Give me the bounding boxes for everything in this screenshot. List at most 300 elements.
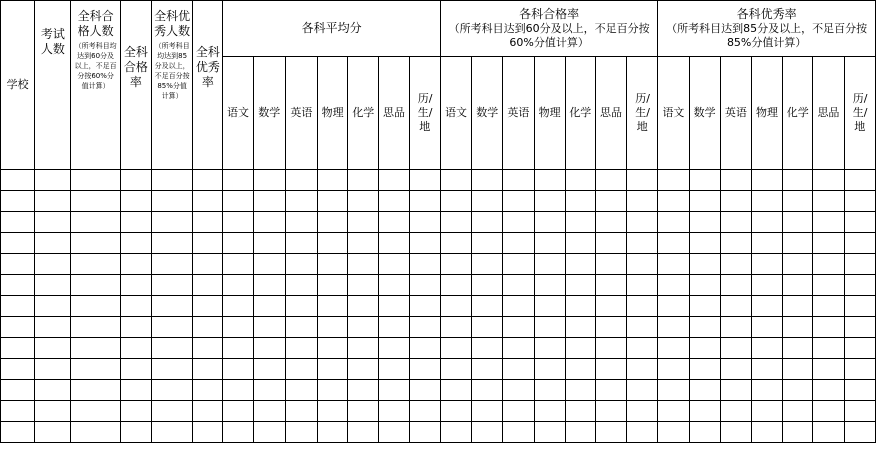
table-cell[interactable] bbox=[71, 212, 120, 233]
table-cell[interactable] bbox=[193, 359, 223, 380]
table-cell[interactable] bbox=[348, 317, 379, 338]
table-cell[interactable] bbox=[1, 191, 35, 212]
table-cell[interactable] bbox=[783, 254, 813, 275]
table-cell[interactable] bbox=[565, 191, 595, 212]
table-cell[interactable] bbox=[120, 401, 151, 422]
table-cell[interactable] bbox=[35, 380, 71, 401]
table-cell[interactable] bbox=[1, 338, 35, 359]
table-cell[interactable] bbox=[35, 401, 71, 422]
table-cell[interactable] bbox=[813, 359, 844, 380]
table-cell[interactable] bbox=[503, 254, 534, 275]
table-cell[interactable] bbox=[751, 317, 782, 338]
table-cell[interactable] bbox=[627, 233, 658, 254]
table-cell[interactable] bbox=[120, 170, 151, 191]
table-cell[interactable] bbox=[751, 401, 782, 422]
table-cell[interactable] bbox=[1, 359, 35, 380]
table-cell[interactable] bbox=[193, 170, 223, 191]
table-cell[interactable] bbox=[120, 422, 151, 443]
table-cell[interactable] bbox=[285, 401, 317, 422]
table-cell[interactable] bbox=[565, 380, 595, 401]
table-cell[interactable] bbox=[379, 212, 409, 233]
table-cell[interactable] bbox=[595, 338, 626, 359]
table-cell[interactable] bbox=[534, 317, 565, 338]
table-cell[interactable] bbox=[223, 275, 253, 296]
table-cell[interactable] bbox=[627, 338, 658, 359]
table-cell[interactable] bbox=[751, 296, 782, 317]
table-cell[interactable] bbox=[35, 359, 71, 380]
table-cell[interactable] bbox=[223, 212, 253, 233]
table-cell[interactable] bbox=[285, 191, 317, 212]
table-cell[interactable] bbox=[409, 275, 440, 296]
table-cell[interactable] bbox=[751, 254, 782, 275]
table-cell[interactable] bbox=[689, 359, 720, 380]
table-cell[interactable] bbox=[658, 317, 689, 338]
table-cell[interactable] bbox=[193, 233, 223, 254]
table-cell[interactable] bbox=[151, 275, 192, 296]
table-cell[interactable] bbox=[627, 422, 658, 443]
table-cell[interactable] bbox=[409, 380, 440, 401]
table-cell[interactable] bbox=[285, 359, 317, 380]
table-cell[interactable] bbox=[440, 275, 471, 296]
table-cell[interactable] bbox=[813, 275, 844, 296]
table-cell[interactable] bbox=[689, 275, 720, 296]
table-cell[interactable] bbox=[627, 359, 658, 380]
table-cell[interactable] bbox=[1, 212, 35, 233]
table-cell[interactable] bbox=[565, 233, 595, 254]
table-cell[interactable] bbox=[348, 254, 379, 275]
table-cell[interactable] bbox=[379, 422, 409, 443]
table-cell[interactable] bbox=[844, 380, 875, 401]
table-cell[interactable] bbox=[71, 380, 120, 401]
table-cell[interactable] bbox=[689, 233, 720, 254]
table-cell[interactable] bbox=[35, 254, 71, 275]
table-cell[interactable] bbox=[285, 338, 317, 359]
table-cell[interactable] bbox=[595, 170, 626, 191]
table-cell[interactable] bbox=[1, 422, 35, 443]
table-cell[interactable] bbox=[658, 338, 689, 359]
table-cell[interactable] bbox=[658, 233, 689, 254]
table-cell[interactable] bbox=[409, 317, 440, 338]
table-cell[interactable] bbox=[35, 191, 71, 212]
table-cell[interactable] bbox=[751, 422, 782, 443]
table-cell[interactable] bbox=[472, 401, 503, 422]
table-cell[interactable] bbox=[689, 380, 720, 401]
table-cell[interactable] bbox=[318, 254, 348, 275]
table-cell[interactable] bbox=[409, 422, 440, 443]
table-cell[interactable] bbox=[720, 317, 751, 338]
table-cell[interactable] bbox=[751, 380, 782, 401]
table-cell[interactable] bbox=[813, 401, 844, 422]
table-cell[interactable] bbox=[783, 170, 813, 191]
table-cell[interactable] bbox=[534, 275, 565, 296]
table-cell[interactable] bbox=[595, 359, 626, 380]
table-cell[interactable] bbox=[440, 233, 471, 254]
table-cell[interactable] bbox=[658, 422, 689, 443]
table-cell[interactable] bbox=[120, 338, 151, 359]
table-cell[interactable] bbox=[503, 317, 534, 338]
table-cell[interactable] bbox=[813, 233, 844, 254]
table-cell[interactable] bbox=[658, 212, 689, 233]
table-cell[interactable] bbox=[595, 233, 626, 254]
table-cell[interactable] bbox=[35, 233, 71, 254]
table-cell[interactable] bbox=[253, 191, 285, 212]
table-cell[interactable] bbox=[751, 212, 782, 233]
table-cell[interactable] bbox=[285, 233, 317, 254]
table-cell[interactable] bbox=[151, 338, 192, 359]
table-cell[interactable] bbox=[379, 338, 409, 359]
table-cell[interactable] bbox=[35, 338, 71, 359]
table-cell[interactable] bbox=[379, 233, 409, 254]
table-cell[interactable] bbox=[440, 359, 471, 380]
table-cell[interactable] bbox=[151, 212, 192, 233]
table-cell[interactable] bbox=[285, 212, 317, 233]
table-cell[interactable] bbox=[151, 422, 192, 443]
table-cell[interactable] bbox=[285, 254, 317, 275]
table-cell[interactable] bbox=[689, 422, 720, 443]
table-cell[interactable] bbox=[689, 401, 720, 422]
table-cell[interactable] bbox=[720, 359, 751, 380]
table-cell[interactable] bbox=[409, 338, 440, 359]
table-cell[interactable] bbox=[472, 275, 503, 296]
table-cell[interactable] bbox=[193, 254, 223, 275]
table-cell[interactable] bbox=[151, 296, 192, 317]
table-cell[interactable] bbox=[813, 170, 844, 191]
table-cell[interactable] bbox=[472, 317, 503, 338]
table-cell[interactable] bbox=[35, 170, 71, 191]
table-cell[interactable] bbox=[783, 212, 813, 233]
table-cell[interactable] bbox=[720, 422, 751, 443]
table-cell[interactable] bbox=[783, 275, 813, 296]
table-cell[interactable] bbox=[193, 212, 223, 233]
table-cell[interactable] bbox=[813, 422, 844, 443]
table-cell[interactable] bbox=[348, 422, 379, 443]
table-cell[interactable] bbox=[151, 233, 192, 254]
table-cell[interactable] bbox=[379, 359, 409, 380]
table-cell[interactable] bbox=[1, 401, 35, 422]
table-cell[interactable] bbox=[71, 275, 120, 296]
table-cell[interactable] bbox=[285, 296, 317, 317]
table-cell[interactable] bbox=[223, 170, 253, 191]
table-cell[interactable] bbox=[627, 170, 658, 191]
table-cell[interactable] bbox=[71, 317, 120, 338]
table-cell[interactable] bbox=[440, 212, 471, 233]
table-cell[interactable] bbox=[348, 338, 379, 359]
table-cell[interactable] bbox=[534, 338, 565, 359]
table-cell[interactable] bbox=[223, 254, 253, 275]
table-cell[interactable] bbox=[627, 254, 658, 275]
table-cell[interactable] bbox=[253, 338, 285, 359]
table-cell[interactable] bbox=[1, 380, 35, 401]
table-cell[interactable] bbox=[595, 275, 626, 296]
table-cell[interactable] bbox=[348, 359, 379, 380]
table-cell[interactable] bbox=[813, 296, 844, 317]
table-cell[interactable] bbox=[472, 380, 503, 401]
table-cell[interactable] bbox=[689, 296, 720, 317]
table-cell[interactable] bbox=[440, 317, 471, 338]
table-cell[interactable] bbox=[565, 296, 595, 317]
table-cell[interactable] bbox=[253, 317, 285, 338]
table-cell[interactable] bbox=[71, 191, 120, 212]
table-cell[interactable] bbox=[751, 359, 782, 380]
table-cell[interactable] bbox=[223, 317, 253, 338]
table-cell[interactable] bbox=[783, 338, 813, 359]
table-cell[interactable] bbox=[379, 380, 409, 401]
table-cell[interactable] bbox=[379, 170, 409, 191]
table-cell[interactable] bbox=[440, 422, 471, 443]
table-cell[interactable] bbox=[565, 254, 595, 275]
table-cell[interactable] bbox=[348, 233, 379, 254]
table-cell[interactable] bbox=[751, 233, 782, 254]
table-cell[interactable] bbox=[193, 401, 223, 422]
table-cell[interactable] bbox=[472, 296, 503, 317]
table-cell[interactable] bbox=[658, 296, 689, 317]
table-cell[interactable] bbox=[440, 170, 471, 191]
table-cell[interactable] bbox=[783, 359, 813, 380]
table-cell[interactable] bbox=[595, 296, 626, 317]
table-cell[interactable] bbox=[223, 422, 253, 443]
table-cell[interactable] bbox=[472, 338, 503, 359]
table-cell[interactable] bbox=[409, 359, 440, 380]
table-cell[interactable] bbox=[813, 338, 844, 359]
table-cell[interactable] bbox=[658, 170, 689, 191]
table-cell[interactable] bbox=[503, 338, 534, 359]
table-cell[interactable] bbox=[720, 380, 751, 401]
table-cell[interactable] bbox=[595, 401, 626, 422]
table-cell[interactable] bbox=[253, 401, 285, 422]
table-cell[interactable] bbox=[627, 275, 658, 296]
table-cell[interactable] bbox=[440, 254, 471, 275]
table-cell[interactable] bbox=[627, 296, 658, 317]
table-cell[interactable] bbox=[813, 317, 844, 338]
table-cell[interactable] bbox=[285, 380, 317, 401]
table-cell[interactable] bbox=[503, 191, 534, 212]
table-cell[interactable] bbox=[151, 191, 192, 212]
table-cell[interactable] bbox=[409, 191, 440, 212]
table-cell[interactable] bbox=[223, 359, 253, 380]
table-cell[interactable] bbox=[720, 401, 751, 422]
table-cell[interactable] bbox=[595, 422, 626, 443]
table-cell[interactable] bbox=[35, 296, 71, 317]
table-cell[interactable] bbox=[844, 401, 875, 422]
table-cell[interactable] bbox=[627, 380, 658, 401]
table-cell[interactable] bbox=[120, 233, 151, 254]
table-cell[interactable] bbox=[720, 170, 751, 191]
table-cell[interactable] bbox=[783, 422, 813, 443]
table-cell[interactable] bbox=[1, 233, 35, 254]
table-cell[interactable] bbox=[409, 401, 440, 422]
table-cell[interactable] bbox=[783, 401, 813, 422]
table-cell[interactable] bbox=[318, 359, 348, 380]
table-cell[interactable] bbox=[565, 317, 595, 338]
table-cell[interactable] bbox=[348, 380, 379, 401]
table-cell[interactable] bbox=[813, 380, 844, 401]
table-cell[interactable] bbox=[120, 254, 151, 275]
table-cell[interactable] bbox=[534, 401, 565, 422]
table-cell[interactable] bbox=[318, 170, 348, 191]
table-cell[interactable] bbox=[193, 422, 223, 443]
table-cell[interactable] bbox=[379, 401, 409, 422]
table-cell[interactable] bbox=[534, 422, 565, 443]
table-cell[interactable] bbox=[720, 212, 751, 233]
table-cell[interactable] bbox=[844, 254, 875, 275]
table-cell[interactable] bbox=[627, 317, 658, 338]
table-cell[interactable] bbox=[318, 338, 348, 359]
table-cell[interactable] bbox=[783, 233, 813, 254]
table-cell[interactable] bbox=[503, 380, 534, 401]
table-cell[interactable] bbox=[534, 380, 565, 401]
table-cell[interactable] bbox=[348, 170, 379, 191]
table-cell[interactable] bbox=[565, 359, 595, 380]
table-cell[interactable] bbox=[844, 212, 875, 233]
table-cell[interactable] bbox=[193, 380, 223, 401]
table-cell[interactable] bbox=[1, 296, 35, 317]
table-cell[interactable] bbox=[253, 212, 285, 233]
table-cell[interactable] bbox=[658, 401, 689, 422]
table-cell[interactable] bbox=[193, 338, 223, 359]
table-cell[interactable] bbox=[689, 212, 720, 233]
table-cell[interactable] bbox=[440, 401, 471, 422]
table-cell[interactable] bbox=[658, 191, 689, 212]
table-cell[interactable] bbox=[534, 233, 565, 254]
table-cell[interactable] bbox=[720, 338, 751, 359]
table-cell[interactable] bbox=[720, 191, 751, 212]
table-cell[interactable] bbox=[151, 380, 192, 401]
table-cell[interactable] bbox=[318, 233, 348, 254]
table-cell[interactable] bbox=[223, 296, 253, 317]
table-cell[interactable] bbox=[253, 170, 285, 191]
table-cell[interactable] bbox=[813, 212, 844, 233]
table-cell[interactable] bbox=[193, 191, 223, 212]
table-cell[interactable] bbox=[223, 233, 253, 254]
table-cell[interactable] bbox=[472, 254, 503, 275]
table-cell[interactable] bbox=[120, 359, 151, 380]
table-cell[interactable] bbox=[595, 254, 626, 275]
table-cell[interactable] bbox=[503, 296, 534, 317]
table-cell[interactable] bbox=[720, 296, 751, 317]
table-cell[interactable] bbox=[151, 317, 192, 338]
table-cell[interactable] bbox=[689, 317, 720, 338]
table-cell[interactable] bbox=[409, 233, 440, 254]
table-cell[interactable] bbox=[627, 212, 658, 233]
table-cell[interactable] bbox=[253, 275, 285, 296]
table-cell[interactable] bbox=[689, 338, 720, 359]
table-cell[interactable] bbox=[71, 401, 120, 422]
table-cell[interactable] bbox=[783, 317, 813, 338]
table-cell[interactable] bbox=[440, 380, 471, 401]
table-cell[interactable] bbox=[151, 359, 192, 380]
table-cell[interactable] bbox=[253, 380, 285, 401]
table-cell[interactable] bbox=[348, 191, 379, 212]
table-cell[interactable] bbox=[151, 170, 192, 191]
table-cell[interactable] bbox=[689, 254, 720, 275]
table-cell[interactable] bbox=[565, 275, 595, 296]
table-cell[interactable] bbox=[348, 401, 379, 422]
table-cell[interactable] bbox=[285, 317, 317, 338]
table-cell[interactable] bbox=[71, 296, 120, 317]
table-cell[interactable] bbox=[503, 170, 534, 191]
table-cell[interactable] bbox=[689, 191, 720, 212]
table-cell[interactable] bbox=[120, 212, 151, 233]
table-cell[interactable] bbox=[844, 233, 875, 254]
table-cell[interactable] bbox=[472, 191, 503, 212]
table-cell[interactable] bbox=[534, 212, 565, 233]
table-cell[interactable] bbox=[751, 338, 782, 359]
table-cell[interactable] bbox=[379, 254, 409, 275]
table-cell[interactable] bbox=[409, 296, 440, 317]
table-cell[interactable] bbox=[409, 170, 440, 191]
table-cell[interactable] bbox=[472, 233, 503, 254]
table-cell[interactable] bbox=[318, 191, 348, 212]
table-cell[interactable] bbox=[844, 422, 875, 443]
table-cell[interactable] bbox=[71, 338, 120, 359]
table-cell[interactable] bbox=[35, 275, 71, 296]
table-cell[interactable] bbox=[120, 296, 151, 317]
table-cell[interactable] bbox=[595, 212, 626, 233]
table-cell[interactable] bbox=[534, 359, 565, 380]
table-cell[interactable] bbox=[565, 401, 595, 422]
table-cell[interactable] bbox=[253, 233, 285, 254]
table-cell[interactable] bbox=[379, 191, 409, 212]
table-cell[interactable] bbox=[534, 254, 565, 275]
table-cell[interactable] bbox=[120, 317, 151, 338]
table-cell[interactable] bbox=[503, 422, 534, 443]
table-cell[interactable] bbox=[503, 233, 534, 254]
table-cell[interactable] bbox=[595, 380, 626, 401]
table-cell[interactable] bbox=[193, 296, 223, 317]
table-cell[interactable] bbox=[409, 254, 440, 275]
table-cell[interactable] bbox=[223, 401, 253, 422]
table-cell[interactable] bbox=[193, 275, 223, 296]
table-cell[interactable] bbox=[253, 422, 285, 443]
table-cell[interactable] bbox=[503, 401, 534, 422]
table-cell[interactable] bbox=[844, 296, 875, 317]
table-cell[interactable] bbox=[472, 212, 503, 233]
table-cell[interactable] bbox=[440, 338, 471, 359]
table-cell[interactable] bbox=[751, 191, 782, 212]
table-cell[interactable] bbox=[223, 380, 253, 401]
table-cell[interactable] bbox=[658, 275, 689, 296]
table-cell[interactable] bbox=[751, 275, 782, 296]
table-cell[interactable] bbox=[503, 212, 534, 233]
table-cell[interactable] bbox=[71, 359, 120, 380]
table-cell[interactable] bbox=[627, 401, 658, 422]
table-cell[interactable] bbox=[318, 317, 348, 338]
table-cell[interactable] bbox=[844, 191, 875, 212]
table-cell[interactable] bbox=[285, 275, 317, 296]
table-cell[interactable] bbox=[565, 338, 595, 359]
table-cell[interactable] bbox=[35, 212, 71, 233]
table-cell[interactable] bbox=[565, 212, 595, 233]
table-cell[interactable] bbox=[1, 317, 35, 338]
table-cell[interactable] bbox=[318, 275, 348, 296]
table-cell[interactable] bbox=[348, 212, 379, 233]
table-cell[interactable] bbox=[720, 233, 751, 254]
table-cell[interactable] bbox=[253, 254, 285, 275]
table-cell[interactable] bbox=[813, 254, 844, 275]
table-cell[interactable] bbox=[120, 275, 151, 296]
table-cell[interactable] bbox=[658, 380, 689, 401]
table-cell[interactable] bbox=[503, 359, 534, 380]
table-cell[interactable] bbox=[720, 275, 751, 296]
table-cell[interactable] bbox=[595, 191, 626, 212]
table-cell[interactable] bbox=[35, 422, 71, 443]
table-cell[interactable] bbox=[503, 275, 534, 296]
table-cell[interactable] bbox=[285, 170, 317, 191]
table-cell[interactable] bbox=[35, 317, 71, 338]
table-cell[interactable] bbox=[253, 359, 285, 380]
table-cell[interactable] bbox=[120, 380, 151, 401]
table-cell[interactable] bbox=[223, 191, 253, 212]
